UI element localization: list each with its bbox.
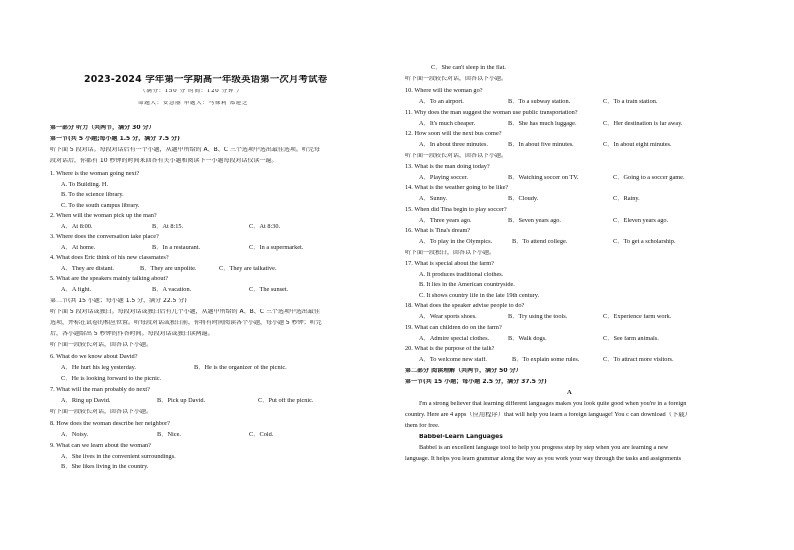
q11-option-b: B．She has much luggage. [508, 121, 577, 127]
q10-option-c: C．To a train station. [603, 99, 658, 105]
q1-option-b: B. To the science library. [61, 192, 124, 198]
section1-instruction: 听下面 5 段对话。每段对话后有一个小题，从题中所给的 A、B、C 三个选项中选出最佳选项。听完每 [50, 147, 320, 153]
q15-option-c: C．Eleven years ago. [613, 218, 669, 224]
q18-option-a: A．Wear sports shoes. [419, 314, 477, 320]
q15-option-a: A．Three years ago. [419, 218, 472, 224]
q20-option-a: A．To welcome new staff. [419, 357, 487, 363]
q2-option-a: A．At 8:00. [61, 224, 93, 230]
q20-option-c: C．To attract more visitors. [603, 357, 674, 363]
part2-section1-heading: 第一节(共 15 小题；每小题 2.5 分，满分 37.5 分) [405, 379, 547, 385]
q20-option-b: B．To explain some rules. [512, 357, 580, 363]
passage-line: language. It helps you learn grammar along the way as you work your way through the tasks and assignments [405, 456, 682, 462]
question-5: 5. What are the speakers mainly talking about? [50, 276, 169, 282]
question-19: 19. What can children do on the farm? [405, 325, 502, 331]
question-14: 14. What is the weather going to be like? [405, 185, 509, 191]
question-7: 7. What will the man probably do next? [50, 387, 150, 393]
listen-instruction: 听下面一段较长对话，回答以下小题。 [50, 409, 153, 415]
q14-option-c: C．Rainy. [613, 196, 640, 202]
q14-option-a: A．Sunny. [419, 196, 448, 202]
q11-option-c: C．Her destination is far away. [603, 121, 683, 127]
q17-option-c: C. It shows country life in the late 19th century. [419, 293, 540, 299]
q13-option-c: C．Going to a soccer game. [613, 175, 685, 181]
q1-option-a: A. To Building. H. [61, 182, 109, 188]
question-11: 11. Why does the man suggest the woman use public transportation? [405, 110, 578, 116]
question-20: 20. What is the purpose of the talk? [405, 346, 495, 352]
q8-option-b: B．Nice. [157, 432, 181, 438]
question-1: 1. Where is the woman going next? [50, 171, 140, 177]
q7-option-c: C．Put off the picnic. [258, 398, 314, 404]
q17-option-b: B. It lies in the American countryside. [419, 282, 515, 288]
q18-option-b: B．Try using the tools. [508, 314, 568, 320]
q9-option-c: C．She can't sleep in the flat. [431, 65, 506, 71]
q16-option-c: C．To get a scholarship. [613, 239, 676, 245]
q9-option-b: B．She likes living in the country. [61, 464, 149, 470]
question-16: 16. What is Tina's dream? [405, 228, 471, 234]
passage-line: Babbel is an excellent language tool to help you progress step by step when you are learning a new [419, 445, 669, 451]
question-8: 8. How does the woman describe her neighbor? [50, 421, 170, 427]
exam-info: （满分：150 分 时间：120 分钟 ） [140, 89, 243, 94]
q17-option-a: A. It produces traditional clothes. [419, 272, 504, 278]
section1-instruction: 段对话后，你都有 10 秒钟的时间来回答有关小题和阅读下一小题每段对话仅读一遍。 [50, 158, 278, 164]
passage-line: them for free. [405, 423, 440, 429]
passage-letter: A [567, 390, 572, 396]
question-6: 6. What do we know about David? [50, 354, 138, 360]
q19-option-c: C．See farm animals. [603, 336, 659, 342]
q6-option-a: A．He hurt his leg yesterday. [61, 365, 136, 371]
question-9: 9. What can we learn about the woman? [50, 443, 151, 449]
q15-option-b: B．Seven years ago. [508, 218, 561, 224]
section2-instruction: 选项，并标在试卷的相应位置。听每段对话或独白前，你将有时间阅读各个小题，每小题 5 秒钟；听完 [50, 320, 322, 326]
q4-option-b: B．They are unpolite. [140, 266, 197, 272]
q8-option-a: A．Noisy. [61, 432, 89, 438]
q7-option-b: B．Pick up David. [157, 398, 206, 404]
part1-heading: 第一部分 听力（共两节，满分 30 分） [50, 125, 155, 131]
part2-heading: 第二部分 阅读理解（共两节，满分 50 分） [405, 368, 522, 374]
exam-authors: 命题人：安慧丽 审题人：马禄莉 郑建芝 [138, 101, 249, 106]
babbel-title: Babbel-Learn Languages [419, 434, 503, 440]
q1-option-c: C. To the south campus library. [61, 203, 140, 209]
listen-instruction: 听下面一段较长对话，回答以下小题。 [405, 153, 508, 159]
q4-option-a: A．They are distant. [61, 266, 114, 272]
q6-option-c: C．He is looking forward to the picnic. [61, 376, 162, 382]
listen-instruction: 听下面一段较长对话，回答以下小题。 [50, 342, 153, 348]
q11-option-a: A．It's much cheaper. [419, 121, 476, 127]
q2-option-c: C．At 8:30. [249, 224, 281, 230]
q12-option-c: C．In about eight minutes. [603, 142, 672, 148]
q14-option-b: B．Cloudy. [508, 196, 539, 202]
q2-option-b: B．At 8:15. [152, 224, 184, 230]
listen-instruction: 听下面一段独白，回答以下小题。 [405, 250, 496, 256]
question-10: 10. Where will the woman go? [405, 88, 483, 94]
exam-title: 2023-2024 学年第一学期高一年级英语第一次月考试卷 [84, 75, 328, 85]
q9-option-a: A．She lives in the convenient surroundings. [61, 454, 176, 460]
q3-option-b: B．In a restaurant. [152, 245, 201, 251]
passage-line: I'm a strong believer that learning different languages makes you look quite good when you're in a foreign [419, 401, 687, 407]
q5-option-b: B．A vacation. [152, 287, 192, 293]
q16-option-b: B．To attend college. [512, 239, 568, 245]
q13-option-b: B．Watching soccer on TV. [508, 175, 579, 181]
question-17: 17. What is special about the farm? [405, 261, 494, 267]
question-3: 3. Where does the conversation take place? [50, 234, 159, 240]
q5-option-a: A．A fight. [61, 287, 92, 293]
q6-option-b: B．He is the organizer of the picnic. [194, 365, 287, 371]
question-4: 4. What does Eric think of his new classmates? [50, 255, 169, 261]
question-18: 18. What does the speaker advise people to do? [405, 303, 525, 309]
q3-option-a: A．At home. [61, 245, 96, 251]
q4-option-c: C．They are talkative. [219, 266, 277, 272]
q8-option-c: C．Cold. [249, 432, 274, 438]
q10-option-b: B．To a subway station. [508, 99, 571, 105]
q5-option-c: C．The sunset. [249, 287, 289, 293]
question-15: 15. When did Tina begin to play soccer? [405, 207, 507, 213]
q12-option-a: A．In about three minutes. [419, 142, 488, 148]
question-2: 2. When will the woman pick up the man? [50, 213, 157, 219]
q12-option-b: B．In about five minutes. [508, 142, 574, 148]
q3-option-c: C．In a supermarket. [249, 245, 304, 251]
q16-option-a: A．To play in the Olympics. [419, 239, 493, 245]
q19-option-b: B．Walk dogs. [508, 336, 547, 342]
question-12: 12. How soon will the next bus come? [405, 131, 502, 137]
q13-option-a: A．Playing soccer. [419, 175, 468, 181]
question-13: 13. What is the man doing today? [405, 164, 490, 170]
passage-line: country. Here are 4 apps（应用程序）that will help you learn a foreign language! You c can download（下载） [405, 412, 691, 418]
q10-option-a: A．To an airport. [419, 99, 464, 105]
q18-option-c: C．Experience farm work. [603, 314, 672, 320]
section2-instruction: 听下面 5 段对话或独白。每段对话或独白后有几个小题，从题中所给的 A、B、C 三个选项中选出最佳 [50, 309, 320, 315]
section2-instruction: 后，各小题给出 5 秒钟的作答时间。每段对话或独白读两遍。 [50, 331, 214, 337]
q7-option-a: A．Ring up David. [61, 398, 111, 404]
q19-option-a: A．Admire special clothes. [419, 336, 490, 342]
section2-heading: 第二节(共 15 小题；每小题 1.5 分，满分 22.5 分) [50, 298, 187, 304]
section1-heading: 第一节(共 5 小题;每小题 1.5 分，满分 7.5 分) [50, 136, 180, 142]
listen-instruction: 听下面一段较长对话，回答以下小题。 [405, 76, 508, 82]
